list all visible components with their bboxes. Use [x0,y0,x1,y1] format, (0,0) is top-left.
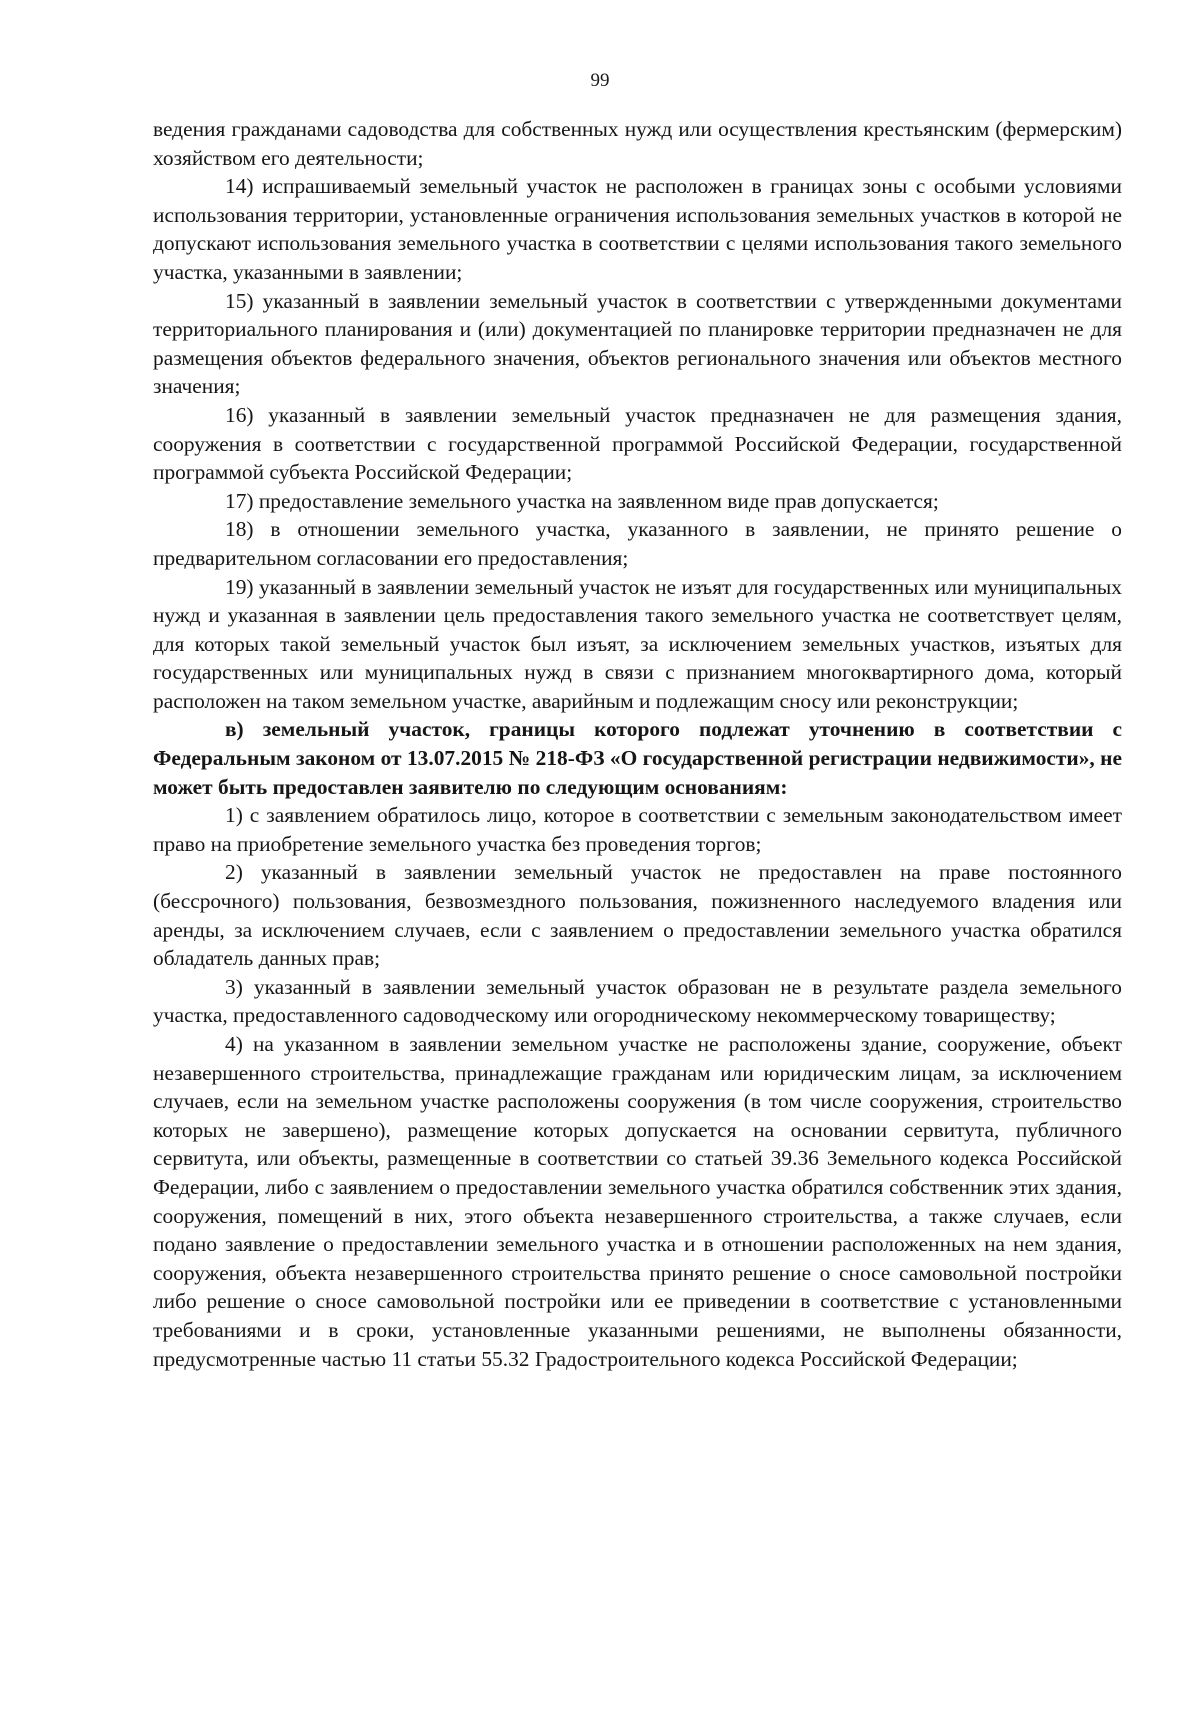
paragraph-11: 3) указанный в заявлении земельный участок образован не в результате раздела земельного участка, предоставленного садоводческому или огородническому некоммерческому товариществу; [153,974,1122,1028]
page-number: 99 [590,70,610,91]
paragraph-2: 14) испрашиваемый земельный участок не расположен в границах зоны с особыми условиями использования территории, установленные ограничения использования земельных участков в которой не допускают использования земельного участка в соответствии с целями использования такого земельного участка, указанными в заявлении; [153,174,1122,284]
paragraph-7: 19) указанный в заявлении земельный участок не изъят для государственных или муниципальных нужд и указанная в заявлении цель предоставления такого земельного участка не соответствует целям, для которых такой земельный участок был изъят, за исключением земельных участков, изъятых для государственных или муниципальных нужд в связи с признанием многоквартирного дома, который расположен на таком земельном участке, аварийным и подлежащим сносу или реконструкции; [153,574,1122,713]
paragraph-1: ведения гражданами садоводства для собственных нужд или осуществления крестьянским (фермерским) хозяйством его деятельности; [153,117,1122,170]
paragraph-5: 17) предоставление земельного участка на заявленном виде прав допускается; [225,488,939,513]
document-body [153,115,1122,1373]
paragraph-3: 15) указанный в заявлении земельный участок в соответствии с утвержденными документами территориального планирования и (или) документацией по планировке территории предназначен не для размещения объектов федерального значения, объектов регионального значения или объектов местного значения; [153,288,1122,399]
paragraph-4: 16) указанный в заявлении земельный участок предназначен не для размещения здания, сооружения в соответствии с государственной программой Российской Федерации, государственной программой субъекта Российской Федерации; [153,402,1122,485]
paragraph-8: в) земельный участок, границы которого подлежат уточнению в соответствии с Федеральным законом от 13.07.2015 № 218-ФЗ «О государственной регистрации недвижимости», не может быть предоставлен заявителю по следующим основаниям: [153,717,1122,799]
paragraph-12: 4) на указанном в заявлении земельном участке не расположены здание, сооружение, объект незавершенного строительства, принадлежащие гражданам или юридическим лицам, за исключением случаев, если на земельном участке расположены сооружения (в том числе сооружения, строительство которых не завершено), размещение которых допускается на основании сервитута, публичного сервитута, или объекты, размещенные в соответствии со статьей 39.36 Земельного кодекса Российской Федерации, либо с заявлением о предоставлении земельного участка обратился собственник этих здания, сооружения, помещений в них, этого объекта незавершенного строительства, а также случаев, если подано заявление о предоставлении земельного участка и в отношении расположенных на нем здания, сооружения, объекта незавершенного строительства принято решение о сносе самовольной постройки либо решение о сносе самовольной постройки или ее приведении в соответствие с установленными требованиями и в сроки, установленные указанными решениями, не выполнены обязанности, предусмотренные частью 11 статьи 55.32 Градостроительного кодекса Российской Федерации; [153,1032,1122,1371]
paragraph-9: 1) с заявлением обратилось лицо, которое в соответствии с земельным законодательством имеет право на приобретение земельного участка без проведения торгов; [153,803,1122,856]
paragraph-6: 18) в отношении земельного участка, указанного в заявлении, не принято решение о предварительном согласовании его предоставления; [153,517,1122,570]
paragraph-10: 2) указанный в заявлении земельный участок не предоставлен на праве постоянного (бессрочного) пользования, безвозмездного пользования, пожизненного наследуемого владения или аренды, за исключением случаев, если с заявлением о предоставлении земельного участка обратился обладатель данных прав; [153,860,1122,971]
